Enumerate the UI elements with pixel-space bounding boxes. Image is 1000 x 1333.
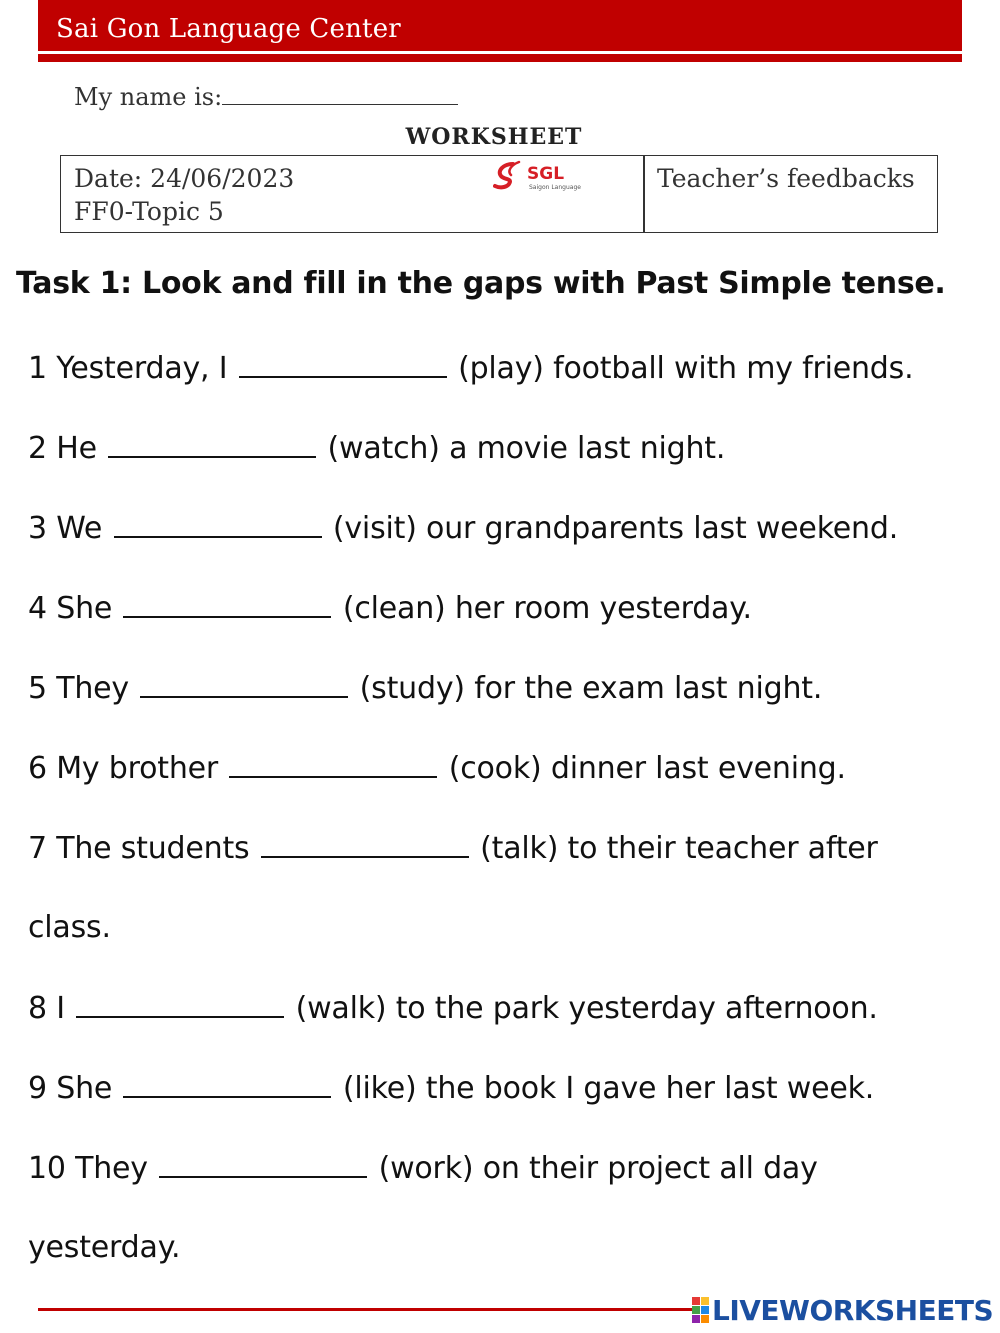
item-hint: (like) the book I gave her last week.	[342, 1071, 875, 1106]
item-prompt: 1 Yesterday, I	[28, 351, 228, 386]
footer-divider	[38, 1308, 698, 1311]
exercise-item-10-continuation: yesterday.	[28, 1230, 181, 1265]
item-prompt: 4 She	[28, 591, 113, 626]
item-hint: (work) on their project all day	[378, 1151, 818, 1186]
item-prompt: 3 We	[28, 511, 103, 546]
item-hint: (play) football with my friends.	[458, 351, 914, 386]
liveworksheets-brand: LIVEWORKSHEETS	[712, 1293, 994, 1327]
item-hint: (watch) a movie last night.	[327, 431, 726, 466]
liveworksheets-logo	[692, 1293, 993, 1327]
student-name-label: My name is:	[74, 83, 223, 111]
info-box-divider	[643, 156, 645, 232]
logo-text: SGL	[527, 164, 565, 184]
teacher-feedback-label: Teacher’s feedbacks	[657, 164, 915, 193]
item-prompt: 7 The students	[28, 831, 250, 866]
item-hint: (talk) to their teacher after	[480, 831, 878, 866]
exercise-item-3	[28, 510, 898, 546]
item-hint: (cook) dinner last evening.	[448, 751, 846, 786]
center-name: Sai Gon Language Center	[56, 14, 401, 44]
exercise-item-9	[28, 1070, 874, 1106]
worksheet-topic: FF0-Topic 5	[74, 197, 224, 226]
answer-blank-3[interactable]	[114, 510, 322, 538]
worksheet-title: WORKSHEET	[405, 124, 583, 150]
header-bar	[38, 0, 962, 62]
item-hint: (clean) her room yesterday.	[342, 591, 752, 626]
exercise-item-8	[28, 990, 878, 1026]
exercise-item-1	[28, 350, 913, 386]
exercise-item-7-continuation: class.	[28, 910, 111, 945]
answer-blank-2[interactable]	[108, 430, 316, 458]
answer-blank-10[interactable]	[159, 1150, 367, 1178]
item-prompt: 6 My brother	[28, 751, 219, 786]
worksheet-date: Date: 24/06/2023	[74, 164, 295, 193]
answer-blank-1[interactable]	[239, 350, 447, 378]
item-prompt: 10 They	[28, 1151, 148, 1186]
exercise-item-10	[28, 1150, 818, 1186]
header-divider	[38, 51, 962, 54]
exercise-item-2	[28, 430, 725, 466]
exercise-item-4	[28, 590, 752, 626]
item-hint: (visit) our grandparents last weekend.	[332, 511, 899, 546]
exercise-item-6	[28, 750, 846, 786]
answer-blank-5[interactable]	[140, 670, 348, 698]
item-hint: (walk) to the park yesterday afternoon.	[295, 991, 878, 1026]
answer-blank-4[interactable]	[123, 590, 331, 618]
item-prompt: 2 He	[28, 431, 97, 466]
item-prompt: 9 She	[28, 1071, 113, 1106]
item-prompt: 5 They	[28, 671, 129, 706]
answer-blank-6[interactable]	[229, 750, 437, 778]
answer-blank-8[interactable]	[76, 990, 284, 1018]
answer-blank-9[interactable]	[123, 1070, 331, 1098]
liveworksheets-blocks-icon	[692, 1297, 709, 1323]
answer-blank-7[interactable]	[261, 830, 469, 858]
student-name-field[interactable]	[222, 82, 458, 105]
exercise-item-5	[28, 670, 822, 706]
exercise-item-7	[28, 830, 878, 866]
info-box	[60, 155, 938, 233]
logo-subtext: Saigon Language	[529, 184, 581, 191]
task-title: Task 1: Look and fill in the gaps with Past Simple tense.	[16, 266, 946, 301]
sgl-logo-icon	[493, 159, 589, 193]
student-name-row	[74, 82, 458, 111]
item-hint: (study) for the exam last night.	[359, 671, 823, 706]
item-prompt: 8 I	[28, 991, 65, 1026]
